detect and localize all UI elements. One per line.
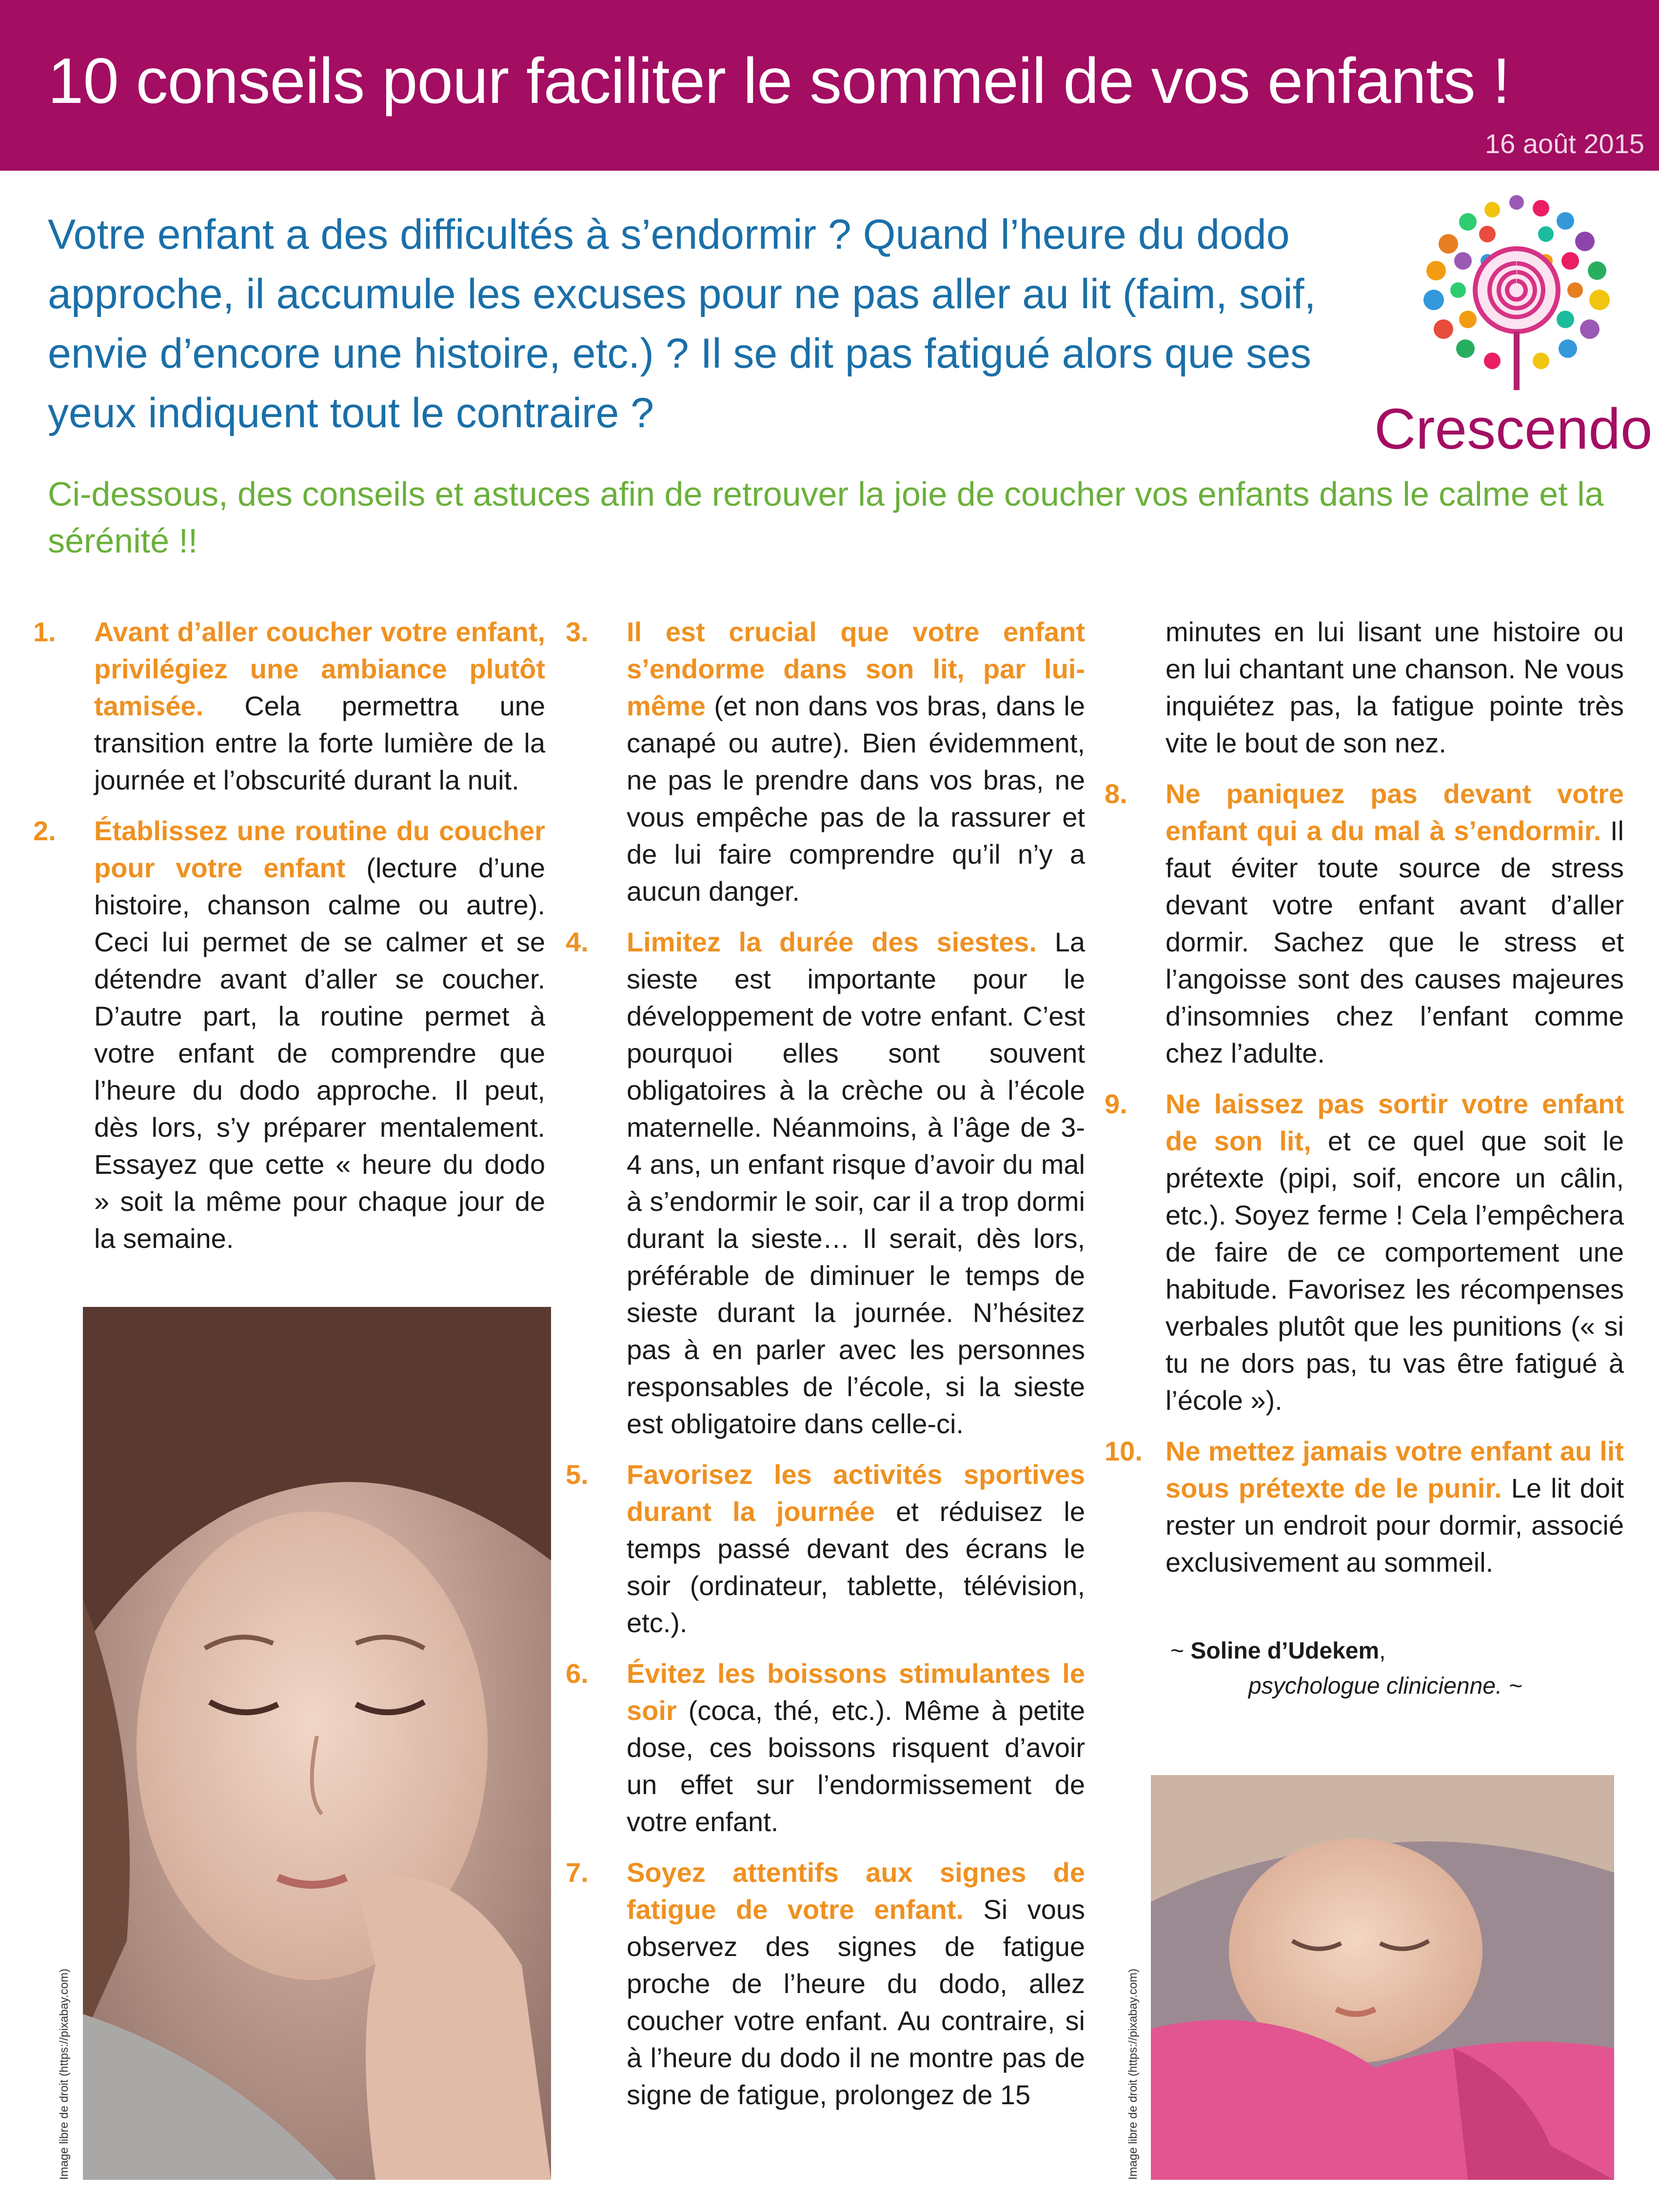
tip-item [566, 1456, 1085, 1641]
tip-number: 5. [566, 1459, 589, 1490]
tip-number: 9. [1105, 1088, 1127, 1119]
signature-comma: , [1379, 1638, 1386, 1664]
tip-item [566, 613, 1085, 910]
tip-title: Évitez les boissons stimulantes le soir [627, 1658, 1085, 1726]
page-title: 10 conseils pour faciliter le sommeil de vos enfants ! [48, 45, 1510, 117]
tip-item [1105, 1433, 1624, 1581]
tip-number: 4. [566, 927, 589, 957]
tip-body: Cela permettra une transition entre la forte lumière de la journée et l’obscurité durant la nuit. [94, 691, 545, 795]
intro-paragraph: Votre enfant a des difficultés à s’endormir ? Quand l’heure du dodo approche, il accumule les excuses pour ne pas aller au lit (faim, soif, envie d’encore une histoire, etc.) ? Il se dit pas fatigué alors que ses yeux indiquent tout le contraire ? [48, 211, 1316, 436]
tip-item [1105, 775, 1624, 1072]
tip-item [566, 924, 1085, 1442]
tip-body: Le lit doit rester un endroit pour dormir, associé exclusivement au sommeil. [1165, 1473, 1624, 1578]
tip-item [1105, 1086, 1624, 1419]
tip-item [566, 1655, 1085, 1840]
tip-item [566, 1854, 1085, 2113]
column-middle [566, 613, 1085, 2127]
tip-title: Limitez la durée des siestes. [627, 927, 1037, 957]
tip-body: (coca, thé, etc.). Même à petite dose, ces boissons risquent d’avoir un effet sur l’endormissement de votre enfant. [627, 1695, 1085, 1837]
tip-title: Avant d’aller coucher votre enfant, privilégiez une ambiance plutôt tamisée. [94, 616, 545, 721]
author-name: Soline d’Udekem [1190, 1638, 1380, 1664]
tip-number: 1. [33, 616, 56, 647]
signature-prefix: ~ [1170, 1638, 1191, 1664]
tip-title: Ne mettez jamais votre enfant au lit sous prétexte de le punir. [1165, 1436, 1624, 1503]
tip-title: Ne paniquez pas devant votre enfant qui a du mal à s’endormir. [1165, 778, 1624, 846]
publish-date: 16 août 2015 [1485, 128, 1644, 159]
photo-credit: Image libre de droit (https://pixabay.com) [58, 1968, 71, 2180]
tip-body: et réduisez le temps passé devant des écrans le soir (ordinateur, tablette, télévision, etc.). [627, 1496, 1085, 1638]
tip-number: 6. [566, 1658, 589, 1689]
logo-wordmark: Crescendo [1374, 397, 1653, 461]
tip-number: 2. [33, 815, 56, 846]
column-left [33, 613, 545, 1271]
tip-title: Établissez une routine du coucher pour votre enfant [94, 815, 545, 883]
tip-body: Si vous observez des signes de fatigue proche de l’heure du dodo, allez coucher votre enfant. Au contraire, si à l’heure du dodo il ne montre pas de signe de fatigue, prolongez de 15 [627, 1894, 1085, 2110]
tip-body: La sieste est importante pour le développement de votre enfant. C’est pourquoi elles sont souvent obligatoires à la crèche ou à l’école maternelle. Néanmoins, à l’âge de 3-4 ans, un enfant risque d’avoir du mal à s’endormir le soir, car il a trop dormi durant la sieste… Il serait, dès lors, préférable de diminuer le temps de sieste durant la journée. N’hésitez pas à en parler avec les personnes responsables de l’école, si la sieste est obligatoire dans celle-ci. [627, 927, 1085, 1439]
tip-title: Soyez attentifs aux signes de fatigue de votre enfant. [627, 1857, 1085, 1925]
sleeping-baby-illustration [1151, 1775, 1614, 2180]
tip-number: 8. [1105, 778, 1127, 809]
tip-continuation: minutes en lui lisant une histoire ou en lui chantant une chanson. Ne vous inquiétez pas, la fatigue pointe très vite le bout de son nez. [1165, 616, 1624, 758]
tip-item [33, 613, 545, 799]
tip-title: Favorisez les activités sportives durant la journée [627, 1459, 1085, 1527]
tip-body: (et non dans vos bras, dans le canapé ou autre). Bien évidemment, ne pas le prendre dans vos bras, ne vous empêche pas de la rassurer et de lui faire comprendre qu’il n’y a aucun danger. [627, 691, 1085, 907]
header-bar [0, 0, 1659, 171]
sleeping-girl-photo [83, 1307, 551, 2180]
tip-body: (lecture d’une histoire, chanson calme ou autre). Ceci lui permet de se calmer et se détendre avant d’aller se coucher. D’autre part, la routine permet à votre enfant de comprendre que l’heure du dodo approche. Il peut, dès lors, s’y préparer mentalement. Essayez que cette « heure du dodo » soit la même pour chaque jour de la semaine. [94, 852, 545, 1254]
author-role: psychologue clinicienne. ~ [1248, 1673, 1522, 1699]
tip-body: Il faut éviter toute source de stress devant votre enfant avant d’aller dormir. Sachez que le stress et l’angoisse sont des causes majeures d’insomnies chez l’enfant comme chez l’adulte. [1165, 815, 1624, 1068]
photo-credit: Image libre de droit (https://pixabay.com) [1126, 1968, 1140, 2180]
tip-title: Il est crucial que votre enfant s’endorme dans son lit, par lui-même [627, 616, 1085, 721]
column-right [1105, 613, 1624, 1595]
tip-number: 7. [566, 1857, 589, 1888]
tip-item [33, 812, 545, 1257]
tip-body: et ce quel que soit le prétexte (pipi, soif, encore un câlin, etc.). Soyez ferme ! Cela l’empêchera de faire de ce comportement une habitude. Favorisez les récompenses verbales plutôt que les punitions (« si tu ne dors pas, tu vas être fatigué à l’école »). [1165, 1126, 1624, 1416]
subintro-paragraph: Ci-dessous, des conseils et astuces afin de retrouver la joie de coucher vos enfants dans le calme et la sérénité !! [48, 475, 1604, 560]
tip-number: 10. [1105, 1436, 1143, 1466]
tip-title: Ne laissez pas sortir votre enfant de son lit, [1165, 1088, 1624, 1156]
author-signature [1170, 1634, 1609, 1704]
sleeping-girl-illustration [83, 1307, 551, 2180]
tip-number: 3. [566, 616, 589, 647]
sleeping-baby-photo [1151, 1775, 1614, 2180]
